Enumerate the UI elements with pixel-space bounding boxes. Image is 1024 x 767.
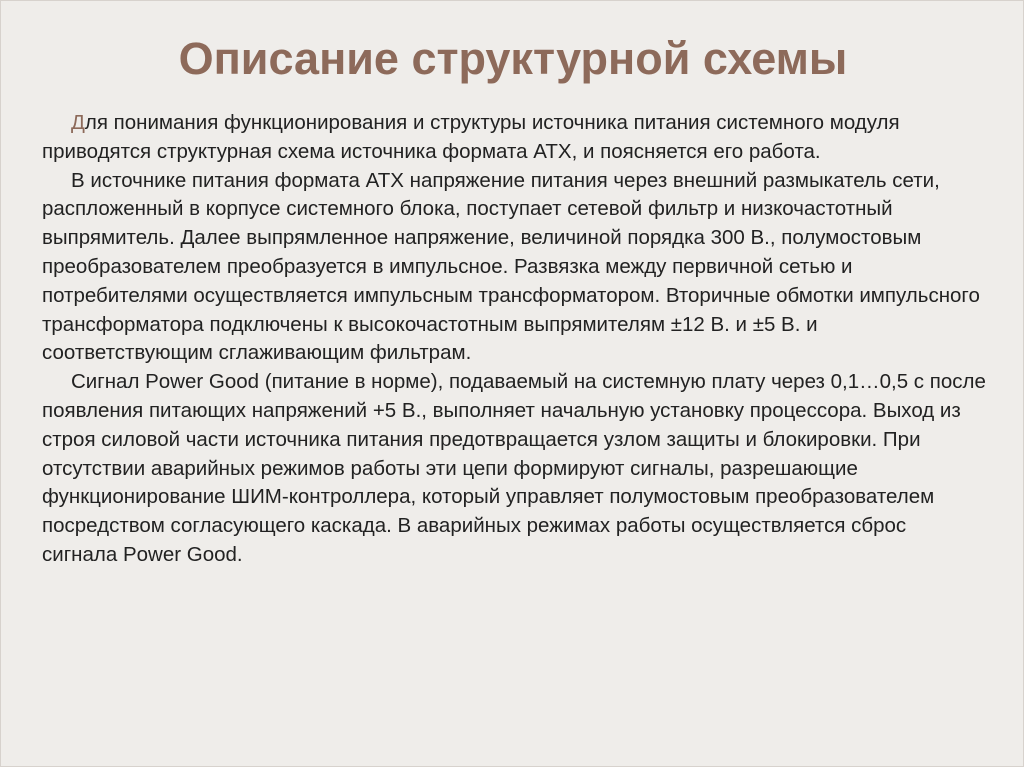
paragraph-3-text: Сигнал Power Good (питание в норме), подаваемый на системную плату через 0,1…0,5 с после появления питающих напряжений +5 В., выполняет начальную установку процессора. Выход из строя силовой части источника питания предотвращается узлом защиты и блокировки. При отсутствии аварийных режимов работы эти цепи формируют сигналы, разрешающие функционирование ШИМ-контроллера, который управляет полумостовым преобразователем посредством согласующего каскада. В аварийных режимах работы осуществляется сброс сигнала Power Good.: [42, 370, 986, 566]
paragraph-2: [42, 167, 987, 369]
slide-body: [42, 109, 987, 570]
drop-letter: Д: [71, 111, 85, 134]
slide-title: Описание структурной схемы: [178, 33, 848, 84]
paragraph-3: [42, 368, 987, 570]
paragraph-1: [42, 109, 987, 167]
paragraph-2-text: В источнике питания формата ATX напряжение питания через внешний размыкатель сети, распложенный в корпусе системного блока, поступает сетевой фильтр и низкочастотный выпрямитель. Далее выпрямленное напряжение, величиной порядка 300 В., полумостовым преобразователем преобразуется в импульсное. Развязка между первичной сетью и потребителями осуществляется импульсным трансформатором. Вторичные обмотки импульсного трансформатора подключены к высокочастотным выпрямителям ±12 В. и ±5 В. и соответствующим сглаживающим фильтрам.: [42, 168, 980, 365]
paragraph-1-text: ля понимания функционирования и структуры источника питания системного модуля приводятся структурная схема источника формата ATX, и поясняется его работа.: [42, 111, 900, 163]
